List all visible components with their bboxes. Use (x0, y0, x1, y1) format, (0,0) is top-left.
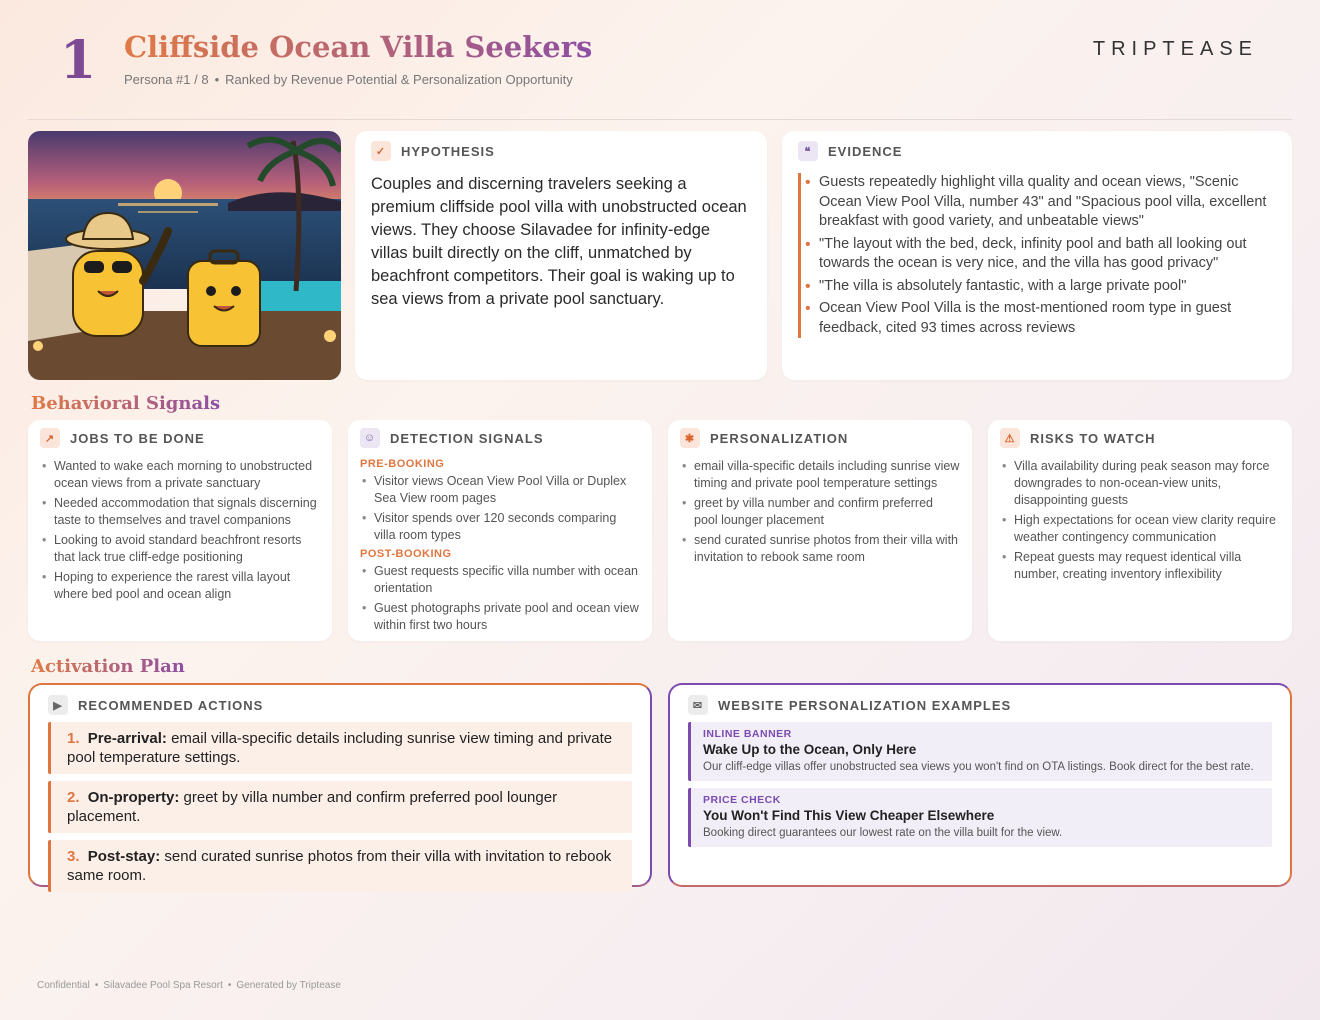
action-number: 3. (67, 848, 80, 865)
personalization-heading (680, 428, 960, 448)
checkmark-icon: ✓ (371, 141, 391, 161)
action-item (48, 781, 632, 833)
example-headline: You Won't Find This View Cheaper Elsewhere (703, 808, 995, 823)
envelope-icon: ✉ (688, 695, 708, 715)
arrow-up-right-icon: ↗ (40, 428, 60, 448)
list-item: • greet by villa number and confirm preferred pool lounger placement (694, 495, 960, 529)
example-body: Our cliff-edge villas offer unobstructed sea views you won't find on OTA listings. Book direct for the best rate. (703, 761, 1254, 773)
persona-illustration (28, 131, 341, 380)
example-label: INLINE BANNER (703, 728, 792, 740)
detection-title: DETECTION SIGNALS (390, 430, 544, 446)
ranking-note: Ranked by Revenue Potential & Personalization Opportunity (225, 72, 573, 87)
page-header (0, 0, 1320, 120)
list-item: • email villa-specific details including sunrise view timing and private pool temperature settings (694, 458, 960, 492)
action-item (48, 722, 632, 774)
risks-title: RISKS TO WATCH (1030, 430, 1156, 446)
personalization-title: PERSONALIZATION (710, 430, 849, 446)
detection-signals-card (348, 420, 652, 641)
action-lead: On-property: (87, 789, 180, 806)
risks-heading (1000, 428, 1280, 448)
detection-heading (360, 428, 640, 448)
website-example (688, 788, 1272, 847)
footer-generated: Generated by Triptease (236, 980, 341, 991)
evidence-item: • "The villa is absolutely fantastic, with a large private pool" (819, 277, 1276, 297)
play-icon: ▶ (48, 695, 68, 715)
list-item: • Hoping to experience the rarest villa layout where bed pool and ocean align (54, 569, 320, 603)
evidence-item: • Guests repeatedly highlight villa quality and ocean views, "Scenic Ocean View Pool Villa, number 43" and "Spacious pool villa, excellent breakfast with good variety, and unbeatable views" (819, 173, 1276, 232)
post-booking-list (360, 563, 640, 634)
brand-logo: TRIPTEASE (1092, 38, 1258, 60)
action-number: 2. (67, 789, 80, 806)
risks-card (988, 420, 1292, 641)
action-lead: Pre-arrival: (87, 730, 167, 747)
list-item: • Looking to avoid standard beachfront resorts that lack true cliff-edge positioning (54, 532, 320, 566)
activation-plan-title: Activation Plan (31, 656, 185, 677)
page-footer: Confidential • Silavadee Pool Spa Resort • Generated by Triptease (37, 980, 341, 991)
personalization-list (680, 458, 960, 566)
evidence-item: • Ocean View Pool Villa is the most-mentioned room type in guest feedback, cited 93 times across reviews (819, 299, 1276, 338)
jobs-title: JOBS TO BE DONE (70, 430, 205, 446)
list-item: • Visitor spends over 120 seconds comparing villa room types (374, 510, 640, 544)
action-number: 1. (67, 730, 80, 747)
action-lead: Post-stay: (87, 848, 161, 865)
jobs-to-be-done-card (28, 420, 332, 641)
website-heading (688, 695, 1272, 715)
example-body: Booking direct guarantees our lowest rate on the villa built for the view. (703, 827, 1063, 839)
list-item: • Repeat guests may request identical villa number, creating inventory inflexibility (1014, 549, 1280, 583)
list-item: • send curated sunrise photos from their villa with invitation to rebook same room (694, 532, 960, 566)
pre-booking-list (360, 473, 640, 544)
action-item (48, 840, 632, 892)
warning-icon: ⚠ (1000, 428, 1020, 448)
actions-title: RECOMMENDED ACTIONS (78, 697, 264, 713)
list-item: • Needed accommodation that signals discerning taste to themselves and travel companions (54, 495, 320, 529)
action-text: email villa-specific details including sunrise view timing and private pool temperature settings. (67, 730, 613, 766)
actions-heading (48, 695, 632, 715)
hypothesis-title: HYPOTHESIS (401, 143, 495, 159)
evidence-list (798, 173, 1276, 338)
risks-list (1000, 458, 1280, 583)
website-example (688, 722, 1272, 781)
website-title: WEBSITE PERSONALIZATION EXAMPLES (718, 697, 1012, 713)
action-text: greet by villa number and confirm preferred pool lounger placement. (67, 789, 558, 825)
jobs-heading (40, 428, 320, 448)
footer-confidential: Confidential (37, 980, 90, 991)
persona-label: Persona #1 / 8 (124, 72, 209, 87)
list-item: • Villa availability during peak season may force downgrades to non-ocean-view units, disappointing guests (1014, 458, 1280, 509)
action-text: send curated sunrise photos from their villa with invitation to rebook same room. (67, 848, 612, 884)
jobs-list (40, 458, 320, 603)
list-item: • Visitor views Ocean View Pool Villa or Duplex Sea View room pages (374, 473, 640, 507)
list-item: • Guest requests specific villa number with ocean orientation (374, 563, 640, 597)
footer-property: Silavadee Pool Spa Resort (103, 980, 223, 991)
persona-rank: 1 (60, 30, 97, 91)
evidence-card (782, 131, 1292, 380)
example-label: PRICE CHECK (703, 794, 781, 806)
website-personalization-card (668, 683, 1292, 887)
asterisk-icon: ✱ (680, 428, 700, 448)
page-title: Cliffside Ocean Villa Seekers (124, 30, 593, 64)
example-headline: Wake Up to the Ocean, Only Here (703, 742, 917, 757)
list-item: • Guest photographs private pool and ocean view within first two hours (374, 600, 640, 634)
page-subtitle: Persona #1 / 8 • Ranked by Revenue Potential & Personalization Opportunity (124, 72, 573, 87)
list-item: • Wanted to wake each morning to unobstructed ocean views from a private sanctuary (54, 458, 320, 492)
hypothesis-text: Couples and discerning travelers seeking a premium cliffside pool villa with unobstructed ocean views. They choose Silavadee for infinity-edge villas built directly on the cliff, unmatched by beachfront competitors. Their goal is waking up to sea views from a private pool sanctuary. (371, 175, 747, 308)
personalization-card (668, 420, 972, 641)
pre-booking-label: PRE-BOOKING (360, 458, 445, 470)
quote-icon: ❝ (798, 141, 818, 161)
post-booking-label: POST-BOOKING (360, 548, 452, 560)
list-item: • High expectations for ocean view clarity require weather contingency communication (1014, 512, 1280, 546)
recommended-actions-card (28, 683, 652, 887)
smiley-icon: ☺ (360, 428, 380, 448)
evidence-heading (798, 141, 1276, 161)
header-divider (28, 119, 1292, 120)
hypothesis-heading (371, 141, 751, 161)
evidence-item: • "The layout with the bed, deck, infinity pool and bath all looking out towards the ocean is very nice, and the villa has good privacy" (819, 235, 1276, 274)
evidence-title: EVIDENCE (828, 143, 903, 159)
behavioral-signals-title: Behavioral Signals (31, 393, 221, 414)
hypothesis-card (355, 131, 767, 380)
